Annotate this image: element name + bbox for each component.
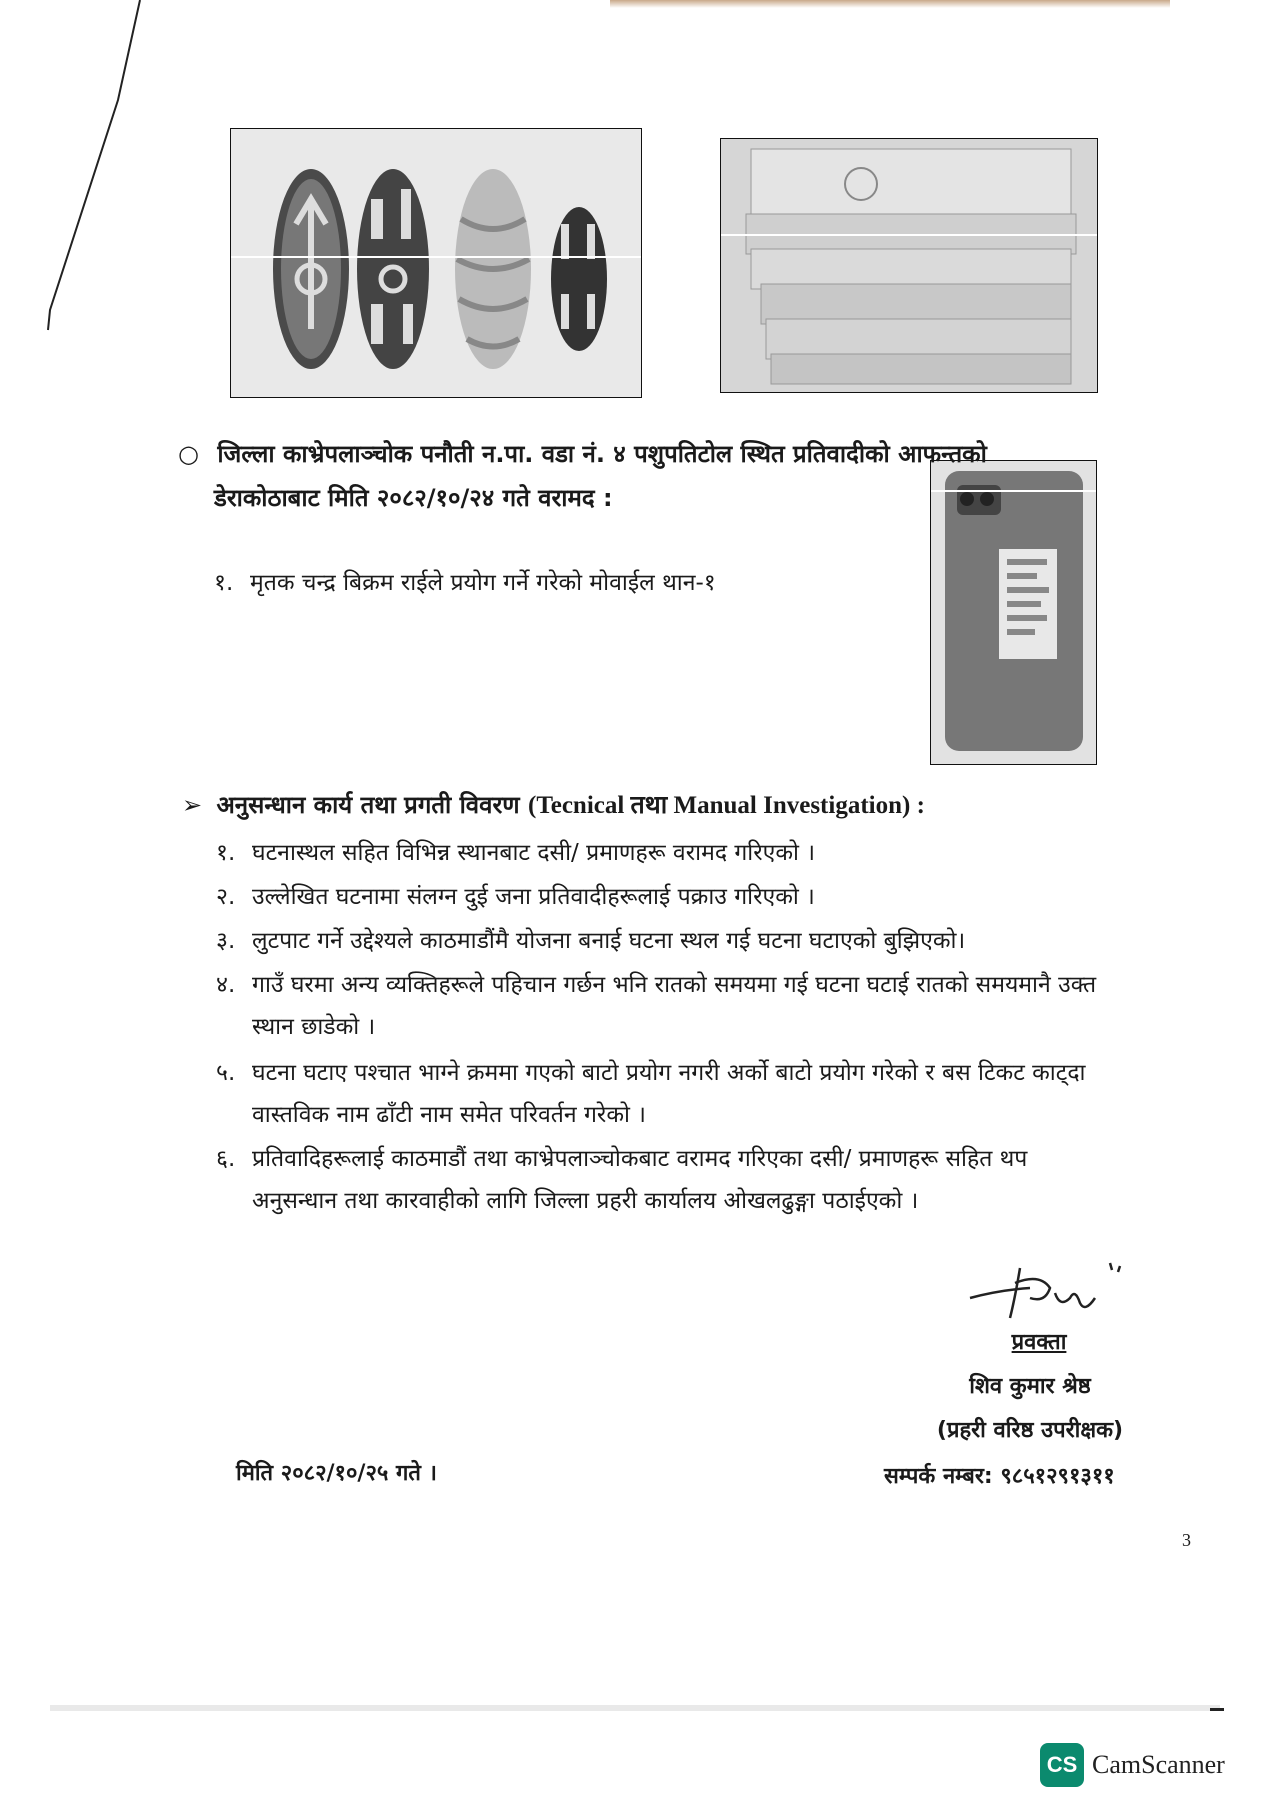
handwritten-signature — [960, 1258, 1130, 1328]
list-item — [216, 924, 965, 958]
scan-mark — [1210, 1708, 1224, 1711]
list-item — [216, 968, 1096, 1002]
item-number: २. — [216, 884, 236, 910]
list-item — [216, 1142, 1027, 1176]
item-text: उल्लेखित घटनामा संलग्न दुई जना प्रतिवादीहरूलाई पक्राउ गरिएको । — [252, 884, 815, 910]
item-number: ३. — [216, 928, 236, 954]
camscanner-logo-icon: CS — [1040, 1743, 1084, 1787]
contact-number: सम्पर्क नम्बर: ९८५१२९१३११ — [884, 1464, 1115, 1489]
item-number: ४. — [216, 972, 236, 998]
camscanner-watermark: CamScanner — [1092, 1750, 1225, 1779]
mobile-phone-photo — [930, 460, 1097, 765]
seized-item — [214, 566, 716, 600]
bullet-circle: ○ — [178, 440, 199, 468]
item-text: मृतक चन्द्र बिक्रम राईले प्रयोग गर्ने गरेको मोवाईल थान-१ — [250, 570, 716, 596]
item-number: ६. — [216, 1146, 236, 1172]
list-item-continuation: स्थान छाडेको । — [252, 1014, 376, 1040]
document-date: मिति २०८२/१०/२५ गते । — [236, 1461, 437, 1486]
list-item — [216, 836, 815, 870]
item-number: १. — [214, 570, 234, 596]
page-number: 3 — [1182, 1530, 1191, 1550]
spokesperson-name: शिव कुमार श्रेष्ठ — [969, 1374, 1091, 1399]
scan-shadow — [50, 1705, 1220, 1711]
spokesperson-rank: (प्रहरी वरिष्ठ उपरीक्षक) — [936, 1418, 1124, 1443]
item-text: घटना घटाए पश्चात भाग्ने क्रममा गएको बाटो प्रयोग नगरी अर्को बाटो प्रयोग गरेको र बस टिकट काट्दा — [252, 1060, 1086, 1086]
dzi-beads-photo — [230, 128, 642, 398]
item-number: १. — [216, 840, 236, 866]
seizure-location-line1 — [178, 436, 987, 472]
spokesperson-title: प्रवक्ता — [1011, 1330, 1067, 1355]
item-text: गाउँ घरमा अन्य व्यक्तिहरूले पहिचान गर्छन भनि रातको समयमा गई घटना घटाई रातको समयमानै उक्त — [252, 972, 1097, 998]
heading-nepali: अनुसन्धान कार्य तथा प्रगती विवरण — [216, 791, 520, 819]
item-text: घटनास्थल सहित विभिन्न स्थानबाट दसी/ प्रमाणहरू वरामद गरिएको । — [252, 840, 816, 866]
list-item — [216, 880, 815, 914]
currency-notes-photo — [720, 138, 1098, 393]
seizure-location-line2: डेराकोठाबाट मिति २०८२/१०/२४ गते वरामद : — [214, 484, 613, 512]
heading-english: (Tecnical तथा Manual Investigation) : — [528, 792, 925, 819]
list-item-continuation: अनुसन्धान तथा कारवाहीको लागि जिल्ला प्रहरी कार्यालय ओखलढुङ्गा पठाईएको । — [252, 1188, 919, 1214]
list-item — [216, 1056, 1086, 1090]
item-text: लुटपाट गर्ने उद्देश्यले काठमाडौंमै योजना बनाई घटना स्थल गई घटना घटाएको बुझिएको। — [252, 928, 966, 954]
arrow-bullet-icon: ➢ — [182, 791, 203, 819]
seizure-location-text: जिल्ला काभ्रेपलाञ्चोक पनौती न.पा. वडा नं. ४ पशुपतिटोल स्थित प्रतिवादीको आफन्तको — [217, 440, 987, 468]
item-text: प्रतिवादिहरूलाई काठमाडौं तथा काभ्रेपलाञ्चोकबाट वरामद गरिएका दसी/ प्रमाणहरू सहित थप — [252, 1146, 1028, 1172]
investigation-heading — [182, 787, 925, 824]
item-number: ५. — [216, 1060, 236, 1086]
list-item-continuation: वास्तविक नाम ढाँटी नाम समेत परिवर्तन गरेको । — [252, 1102, 646, 1128]
